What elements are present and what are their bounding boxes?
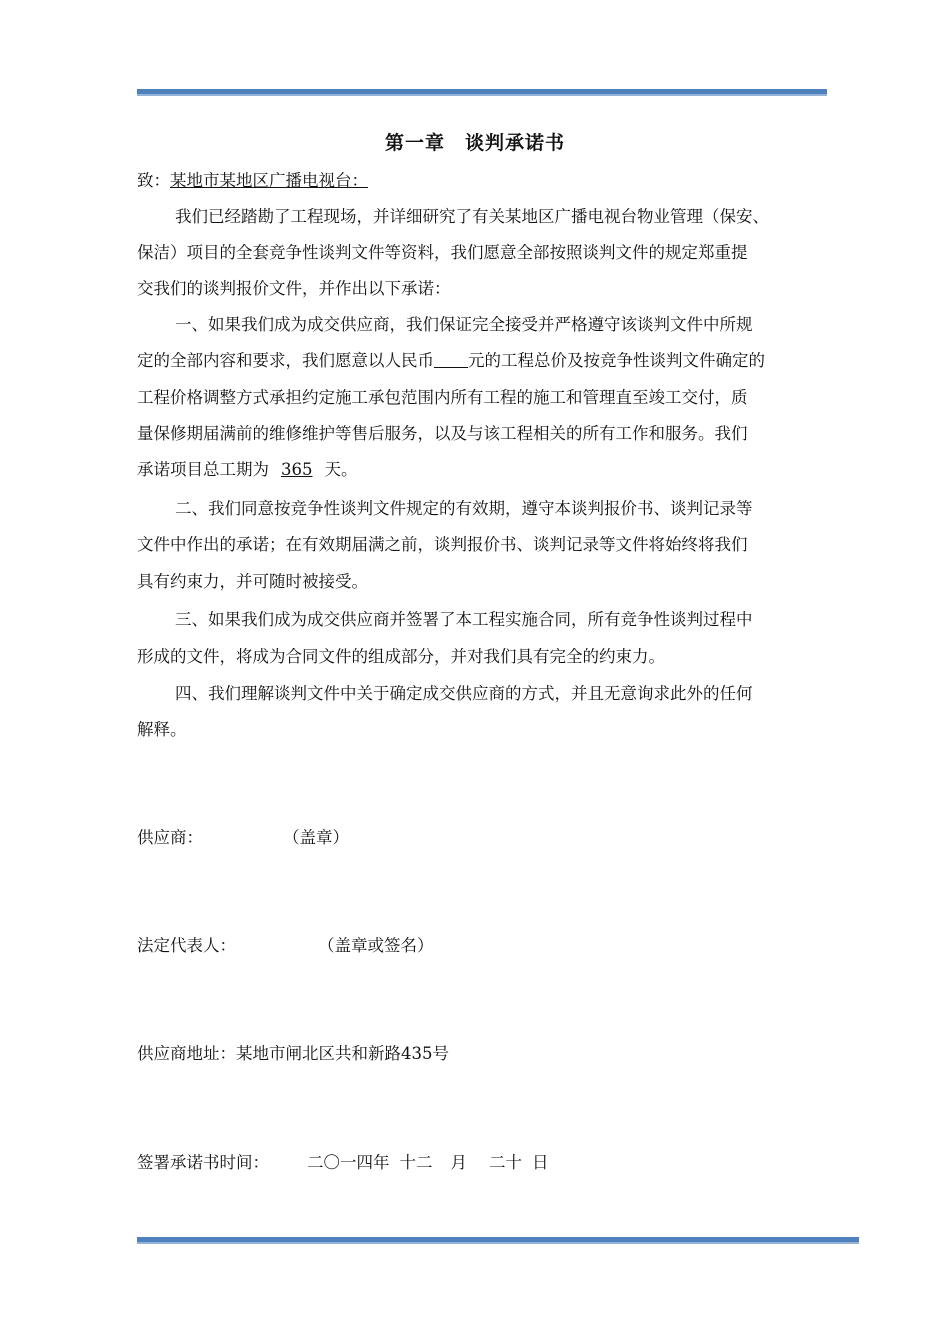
chapter-title: 第一章 谈判承诺书 [384,132,565,154]
p3-line-1: 三、如果我们成为成交供应商并签署了本工程实施合同，所有竞争性谈判过程中 [175,610,753,629]
date-label: 签署承诺书时间： [137,1153,269,1172]
salutation-prefix: 致： [137,171,170,190]
address-label: 供应商地址： [137,1044,236,1063]
supplier-stamp: （盖章） [283,828,349,847]
p1-line-4: 量保修期届满前的维修维护等售后服务，以及与该工程相关的所有工作和服务。我们 [137,424,748,443]
p4-line-2: 解释。 [137,720,187,739]
date-month-num: 十二 [399,1153,433,1172]
p2-line-2: 文件中作出的承诺；在有效期届满之前，谈判报价书、谈判记录等文件将始终将我们 [137,535,748,554]
p1-line-5 [137,458,358,482]
intro-line-3: 交我们的谈判报价文件，并作出以下承诺： [137,279,451,298]
price-blank [434,351,468,368]
p1-line-2b: 元的工程总价及按竞争性谈判文件确定的 [468,351,765,370]
address-line [137,1042,449,1066]
rep-label: 法定代表人： [137,936,236,955]
supplier-label: 供应商： [137,828,203,847]
p3-line-2: 形成的文件，将成为合同文件的组成部分，并对我们具有完全的约束力。 [137,647,665,666]
p1-line-5a: 承诺项目总工期为 [137,460,269,479]
salutation [137,169,368,193]
rep-stamp: （盖章或签名） [318,936,434,955]
address-value: 某地市闸北区共和新路435号 [236,1044,449,1063]
p1-line-3: 工程价格调整方式承担约定施工承包范围内所有工程的施工和管理直至竣工交付，质 [137,388,748,407]
date-day-num: 二十 [489,1153,522,1172]
p1-line-1: 一、如果我们成为成交供应商，我们保证完全接受并严格遵守该谈判文件中所规 [175,315,753,334]
p4-line-1: 四、我们理解谈判文件中关于确定成交供应商的方式，并且无意询求此外的任何 [175,684,753,703]
supplier-line [137,826,349,850]
p2-line-1: 二、我们同意按竞争性谈判文件规定的有效期，遵守本谈判报价书、谈判记录等 [175,499,753,518]
p2-line-3: 具有约束力，并可随时被接受。 [137,572,368,591]
intro-line-2: 保洁）项目的全套竞争性谈判文件等资料，我们愿意全部按照谈判文件的规定郑重提 [137,243,748,262]
date-day: 日 [532,1153,549,1172]
intro-line-1: 我们已经踏勘了工程现场，并详细研究了有关某地区广播电视台物业管理（保安、 [175,207,769,226]
p1-line-2a: 定的全部内容和要求，我们愿意以人民币 [137,351,434,370]
footer-rule [137,1237,859,1244]
date-month: 月 [450,1153,467,1172]
date-line [137,1151,549,1175]
date-year: 二〇一四年 [307,1153,390,1172]
duration-days: 365 [281,460,313,479]
p1-line-5b: 天。 [324,460,358,479]
rep-line [137,934,434,958]
header-rule [137,89,827,96]
salutation-recipient: 某地市某地区广播电视台： [170,171,368,190]
p1-line-2 [137,349,765,373]
